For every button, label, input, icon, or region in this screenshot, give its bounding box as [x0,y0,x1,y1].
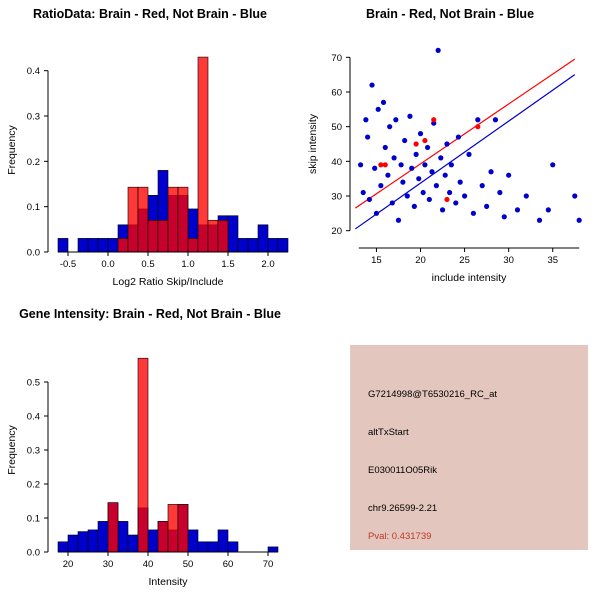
scatter-point [493,117,498,122]
scatter-point [488,169,493,174]
panel-intensity-histogram [0,300,300,600]
gene-name: E030011O05Rik [368,465,438,476]
ratio-hist-canvas [0,0,300,300]
scatter-point [414,152,419,157]
histogram-bar [178,504,188,552]
histogram-bar [218,530,228,552]
scatter-point [434,183,439,188]
y-tick-label: 0.5 [26,377,40,389]
histogram-bar [108,503,118,552]
histogram-bar [128,535,138,552]
histogram-bar [268,238,278,252]
y-tick-label: 0.1 [26,202,40,214]
scatter-point [440,207,445,212]
histogram-bar [198,57,208,252]
intensity-hist-canvas [0,300,300,600]
trend-line [355,59,574,208]
scatter-title: Brain - Red, Not Brain - Blue [365,7,535,21]
scatter-point [387,124,392,129]
x-tick-label: 0.0 [101,259,115,270]
scatter-point [383,162,388,167]
scatter-point [399,162,404,167]
x-tick-label: 20 [415,255,426,266]
histogram-bar [158,521,168,552]
ratio-hist-title: RatioData: Brain - Red, Not Brain - Blue [32,7,268,21]
histogram-bar [148,530,158,552]
histogram-bar [158,220,168,252]
y-tick-label: 0.4 [26,411,40,423]
x-tick-label: 30 [102,559,114,570]
scatter-point [409,166,414,171]
scatter-point [393,117,398,122]
x-tick-label: 25 [459,255,470,266]
scatter-point [480,183,485,188]
scatter-point [376,107,381,112]
scatter-point [429,169,434,174]
histogram-bar [228,216,238,252]
scatter-point [374,211,379,216]
x-tick-label: 70 [262,559,274,570]
scatter-point [427,197,432,202]
pvalue: Pval: 0.431739 [368,531,432,542]
scatter-point [407,114,412,119]
scatter-point [502,214,507,219]
histogram-bar [168,187,178,252]
scatter-canvas [300,0,600,300]
histogram-bar [118,521,128,552]
scatter-point [453,200,458,205]
event-type: altTxStart [368,427,409,438]
probe-id: G7214998@T6530216_RC_at [368,389,498,400]
scatter-point [385,173,390,178]
scatter-point [506,173,511,178]
scatter-point [358,162,363,167]
scatter-point [444,141,449,146]
y-tick-label: 30 [331,191,342,203]
axes [346,57,579,252]
probe-info-box [350,345,588,550]
histogram-bar [78,238,88,252]
y-tick-label: 20 [331,226,342,238]
histogram-bar [218,220,228,252]
scatter-point [390,200,395,205]
y-tick-label: 0.0 [26,247,40,259]
scatter-point [402,138,407,143]
x-tick-label: 60 [222,559,234,570]
scatter-point [550,162,555,167]
histogram-bar [208,542,218,552]
y-tick-label: 70 [331,52,342,64]
histogram-bar [258,225,268,252]
scatter-point [572,193,577,198]
histogram-bar [138,187,148,252]
y-tick-label: 0.1 [26,513,40,525]
x-tick-label: 30 [503,255,514,266]
histogram-bar [58,238,68,252]
scatter-point [412,204,417,209]
histogram-bar [228,542,238,552]
y-tick-label: 0.0 [26,547,40,559]
scatter-point [383,145,388,150]
scatter-point [405,193,410,198]
y-axis-label: Frequency [6,125,18,175]
histogram-bar [208,220,218,252]
scatter-point [577,218,582,223]
intensity-hist-title: Gene Intensity: Brain - Red, Not Brain - Blue [19,307,281,321]
histogram-bar [118,238,128,252]
x-axis-label: Intensity [148,576,188,588]
y-tick-label: 0.3 [26,111,40,123]
scatter-point [422,138,427,143]
x-tick-label: 15 [371,255,382,266]
histogram-bar [188,238,198,252]
scatter-point [363,117,368,122]
histogram-bar [58,542,68,552]
scatter-point [365,134,370,139]
scatter-point [421,190,426,195]
scatter-point [367,197,372,202]
y-tick-label: 0.3 [26,445,40,457]
x-tick-label: 0.5 [141,259,155,270]
scatter-point [447,190,452,195]
histogram-bar [168,504,178,552]
scatter-point [396,218,401,223]
y-tick-label: 40 [331,156,342,168]
histogram-bar [68,535,78,552]
scatter-point [475,124,480,129]
trend-line [355,75,574,229]
histogram-bar [188,530,198,552]
histogram-bar [78,532,88,552]
y-tick-label: 60 [331,87,342,99]
histogram-bar [138,358,148,552]
histogram-bar [178,187,188,252]
histogram-bar [278,238,288,252]
scatter-point [400,180,405,185]
x-tick-label: 2.0 [261,259,275,270]
panel-ratio-histogram [0,0,300,300]
x-tick-label: -0.5 [59,259,77,270]
histogram-bar [98,521,108,552]
x-tick-label: 35 [547,255,559,266]
scatter-point [497,190,502,195]
scatter-point [431,117,436,122]
scatter-point [422,162,427,167]
scatter-point [381,100,386,105]
scatter-point [416,176,421,181]
y-tick-label: 0.4 [26,66,40,78]
histogram-bar [88,530,98,552]
x-axis-label: Log2 Ratio Skip/Include [112,276,224,288]
scatter-point [391,155,396,160]
scatter-point [378,183,383,188]
x-tick-label: 40 [142,559,154,570]
y-axis-label: Frequency [6,425,18,475]
scatter-point [436,48,441,53]
scatter-point [443,173,448,178]
x-axis-label: include intensity [431,272,507,284]
scatter-point [449,162,454,167]
histogram-bar [268,547,278,552]
scatter-point [466,152,471,157]
scatter-point [418,131,423,136]
scatter-point [369,82,374,87]
scatter-point [475,117,480,122]
y-tick-label: 0.2 [26,156,40,168]
scatter-point [456,134,461,139]
scatter-point [515,207,520,212]
histogram-bar [88,238,98,252]
scatter-point [546,207,551,212]
histogram-bar [238,238,248,252]
x-tick-label: 50 [182,559,194,570]
x-tick-label: 1.5 [221,259,235,270]
scatter-point [414,141,419,146]
histogram-bar [148,220,158,252]
locus: chr9.26599-2.21 [368,503,438,514]
histogram-bar [128,187,138,252]
scatter-point [537,218,542,223]
y-axis-label: skip intensity [307,113,319,175]
histogram-bar [198,542,208,552]
scatter-point [372,166,377,171]
scatter-point [471,211,476,216]
scatter-point [524,193,529,198]
scatter-point [438,155,443,160]
scatter-point [425,145,430,150]
x-tick-label: 1.0 [181,259,195,270]
panel-scatter [300,0,600,300]
y-tick-label: 50 [331,122,342,134]
scatter-point [361,190,366,195]
scatter-point [462,193,467,198]
scatter-point [458,180,463,185]
histogram-bar [98,238,108,252]
scatter-point [444,197,449,202]
histogram-bar [108,238,118,252]
histogram-bar [248,238,258,252]
scatter-point [484,204,489,209]
x-tick-label: 20 [62,559,74,570]
y-tick-label: 0.2 [26,479,40,491]
